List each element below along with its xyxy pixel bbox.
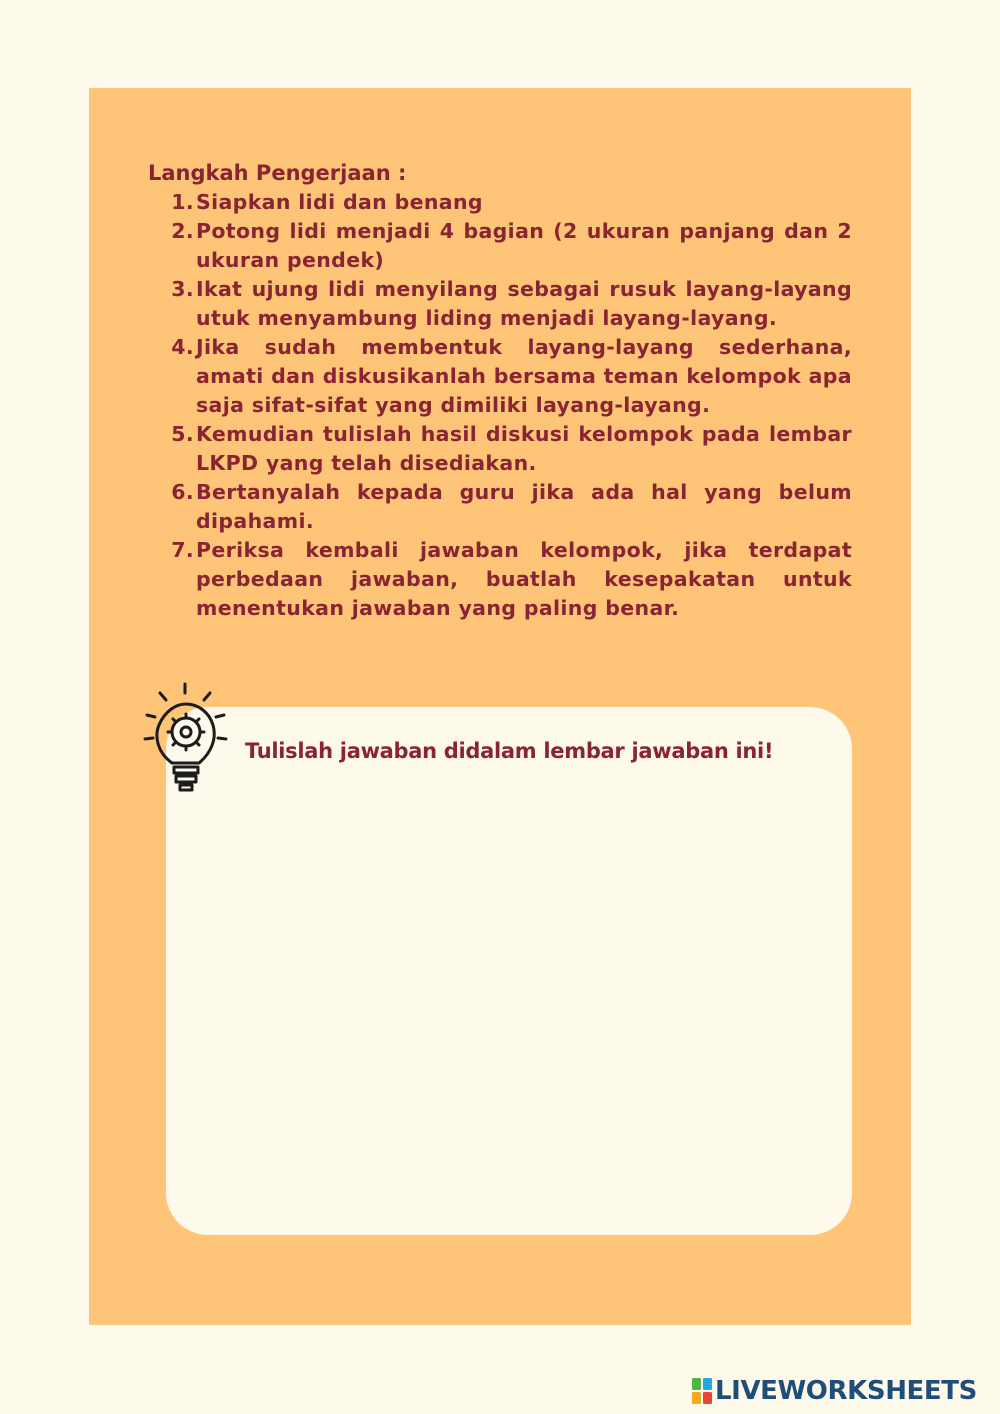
step-text: Potong lidi menjadi 4 bagian (2 ukuran panjang dan 2 ukuran pendek) (196, 219, 852, 272)
answer-instruction: Tulislah jawaban didalam lembar jawaban ini! (245, 739, 774, 763)
step-text: Jika sudah membentuk layang-layang sederhana, amati dan diskusikanlah bersama teman kelompok apa saja sifat-sifat yang dimiliki layang-layang. (196, 335, 852, 417)
answer-box[interactable] (166, 707, 852, 1235)
list-item (160, 478, 852, 536)
step-text: Ikat ujung lidi menyilang sebagai rusuk layang-layang utuk menyambung liding menjadi layang-layang. (196, 277, 852, 330)
step-number: 7. (171, 538, 194, 562)
brand-name: LIVEWORKSHEETS (715, 1376, 977, 1406)
step-number: 2. (171, 219, 194, 243)
list-item (160, 420, 852, 478)
lightbulb-gear-icon (140, 681, 234, 795)
brand-watermark (692, 1373, 977, 1409)
liveworksheets-logo-icon (692, 1378, 712, 1404)
step-text: Siapkan lidi dan benang (196, 190, 483, 214)
steps-title: Langkah Pengerjaan : (148, 161, 407, 185)
step-text: Bertanyalah kepada guru jika ada hal yang belum dipahami. (196, 480, 852, 533)
steps-list (160, 188, 852, 623)
list-item (160, 188, 852, 217)
list-item (160, 333, 852, 420)
step-number: 5. (171, 422, 194, 446)
list-item (160, 536, 852, 623)
list-item (160, 275, 852, 333)
step-number: 3. (171, 277, 194, 301)
step-text: Kemudian tulislah hasil diskusi kelompok pada lembar LKPD yang telah disediakan. (196, 422, 852, 475)
step-number: 4. (171, 335, 194, 359)
list-item (160, 217, 852, 275)
step-number: 6. (171, 480, 194, 504)
step-text: Periksa kembali jawaban kelompok, jika terdapat perbedaan jawaban, buatlah kesepakatan untuk menentukan jawaban yang paling benar. (196, 538, 852, 620)
step-number: 1. (171, 190, 194, 214)
